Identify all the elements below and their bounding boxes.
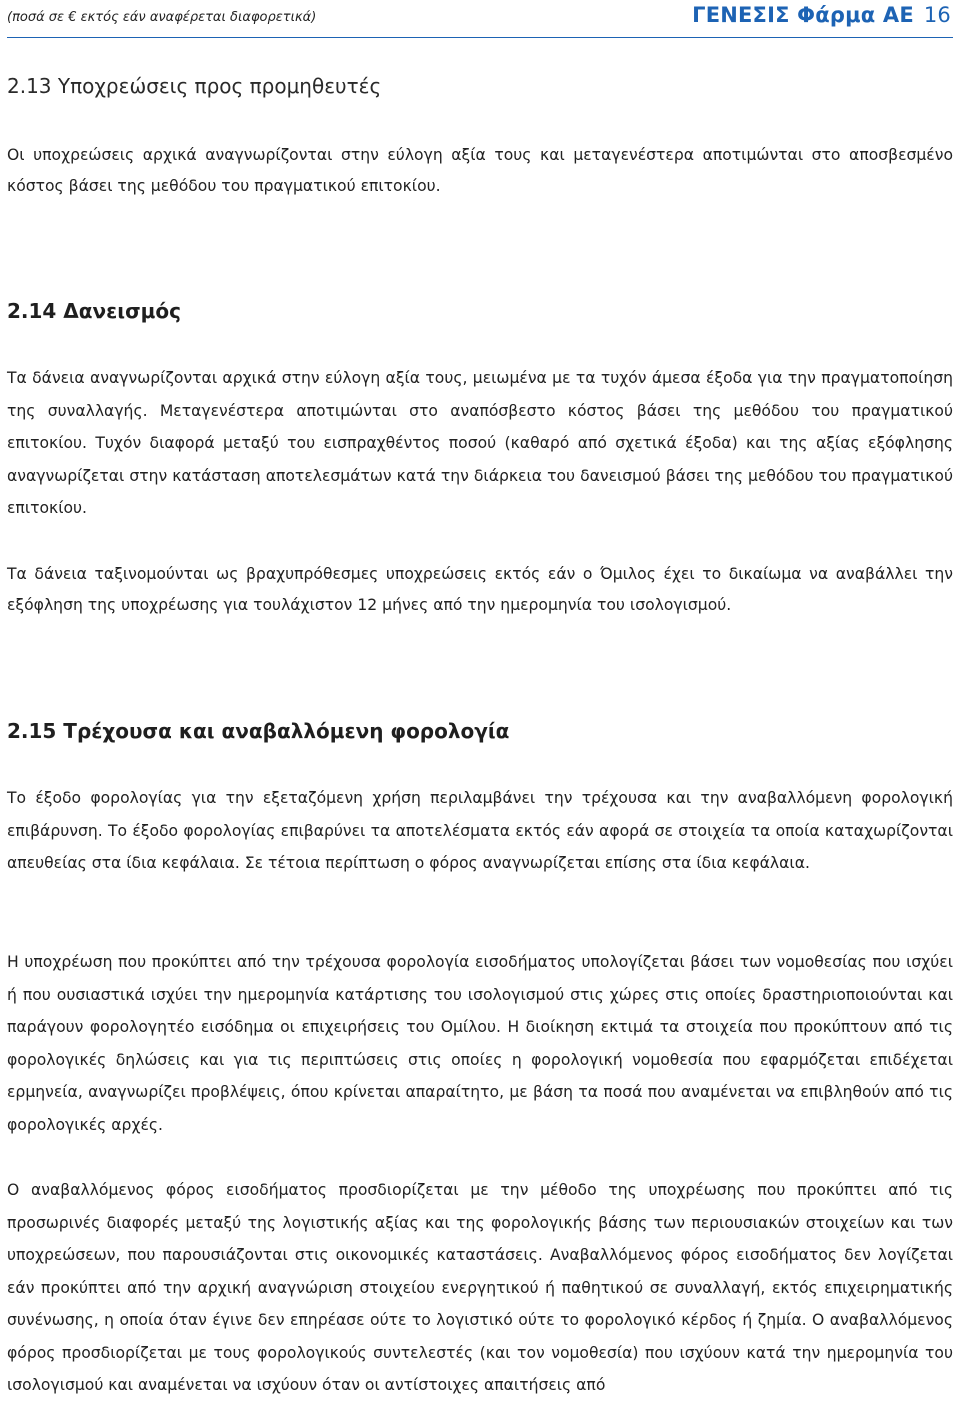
section-2-13-paragraph-1: Οι υποχρεώσεις αρχικά αναγνωρίζονται στην εύλογη αξία τους και μεταγενέστερα αποτιμώνται στο αποσβεσμένο κόστος βάσει της μεθόδου του πραγματικού επιτοκίου. (7, 146, 953, 195)
section-heading-2-15: 2.15 Τρέχουσα και αναβαλλόμενη φορολογία (7, 719, 510, 743)
currency-note: (ποσά σε € εκτός εάν αναφέρεται διαφορετικά) (7, 10, 317, 25)
section-2-14-paragraph-1: Τα δάνεια αναγνωρίζονται αρχικά στην εύλογη αξία τους, μειωμένα με τα τυχόν άμεσα έξοδα για την πραγματοποίηση της συναλλαγής. Μεταγενέστερα αποτιμώνται στο αναπόσβεστο κόστος βάσει της μεθόδου του πραγματικού επιτοκίου. Τυχόν διαφορά μεταξύ του εισπραχθέντος ποσού (καθαρό από σχετικά έξοδα) και της αξίας εξόφλησης αναγνωρίζεται στην κατάσταση αποτελεσμάτων κατά την διάρκεια του δανεισμού βάσει της μεθόδου του πραγματικού επιτοκίου. (7, 369, 953, 517)
section-2-15-paragraph-1: Το έξοδο φορολογίας για την εξεταζόμενη χρήση περιλαμβάνει την τρέχουσα και την αναβαλλόμενη φορολογική επιβάρυνση. Το έξοδο φορολογίας επιβαρύνει τα αποτελέσματα εκτός εάν αφορά σε στοιχεία τα οποία καταχωρίζονται απευθείας στα ίδια κεφάλαια. Σε τέτοια περίπτωση ο φόρος αναγνωρίζεται επίσης στα ίδια κεφάλαια. (7, 789, 953, 872)
page-number: 16 (923, 3, 951, 27)
section-2-15-paragraph-3: Ο αναβαλλόμενος φόρος εισοδήματος προσδιορίζεται με την μέθοδο της υποχρέωσης που προκύπτει από τις προσωρινές διαφορές μεταξύ της λογιστικής αξίας και της φορολογικής βάσης των περιουσιακών στοιχείων και των υποχρεώσεων, που παρουσιάζονται στις οικονομικές καταστάσεις. Αναβαλλόμενος φόρος εισοδήματος δεν λογίζεται εάν προκύπτει από την αρχική αναγνώριση στοιχείου ενεργητικού ή παθητικού σε συναλλαγή, εκτός επιχειρηματικής συνένωσης, η οποία όταν έγινε δεν επηρέασε ούτε το λογιστικό ούτε το φορολογικό κέρδος ή ζημία. Ο αναβαλλόμενος φόρος προσδιορίζεται με τους φορολογικούς συντελεστές (και τον νομοθεσία) που ισχύουν κατά την ημερομηνία του ισολογισμού και αναμένεται να ισχύουν όταν οι αντίστοιχες απαιτήσεις από (7, 1181, 953, 1394)
section-2-15-paragraph-2: Η υποχρέωση που προκύπτει από την τρέχουσα φορολογία εισοδήματος υπολογίζεται βάσει των νομοθεσίας που ισχύει ή που ουσιαστικά ισχύει την ημερομηνία κατάρτισης του ισολογισμού στις χώρες στις οποίες δραστηριοποιούνται και παράγουν φορολογητέο εισόδημα οι επιχειρήσεις του Ομίλου. Η διοίκηση εκτιμά τα στοιχεία που προκύπτουν από τις φορολογικές δηλώσεις και για τις περιπτώσεις στις οποίες η φορολογική νομοθεσία που εφαρμόζεται επιδέχεται ερμηνεία, αναγνωρίζει προβλέψεις, όπου κρίνεται απαραίτητο, με βάση τα ποσά που αναμένεται να επιβληθούν από τις φορολογικές αρχές. (7, 953, 953, 1134)
section-heading-2-14: 2.14 Δανεισμός (7, 299, 181, 323)
page-header (0, 0, 960, 40)
company-brand (692, 3, 951, 27)
section-heading-2-13: 2.13 Υποχρεώσεις προς προμηθευτές (7, 74, 382, 98)
section-2-14-paragraph-2: Τα δάνεια ταξινομούνται ως βραχυπρόθεσμες υποχρεώσεις εκτός εάν ο Όμιλος έχει το δικαίωμα να αναβάλλει την εξόφληση της υποχρέωσης για τουλάχιστον 12 μήνες από την ημερομηνία του ισολογισμού. (7, 565, 953, 614)
header-divider (7, 37, 953, 38)
company-name: ΓΕΝΕΣΙΣ Φάρμα ΑΕ (692, 3, 914, 27)
